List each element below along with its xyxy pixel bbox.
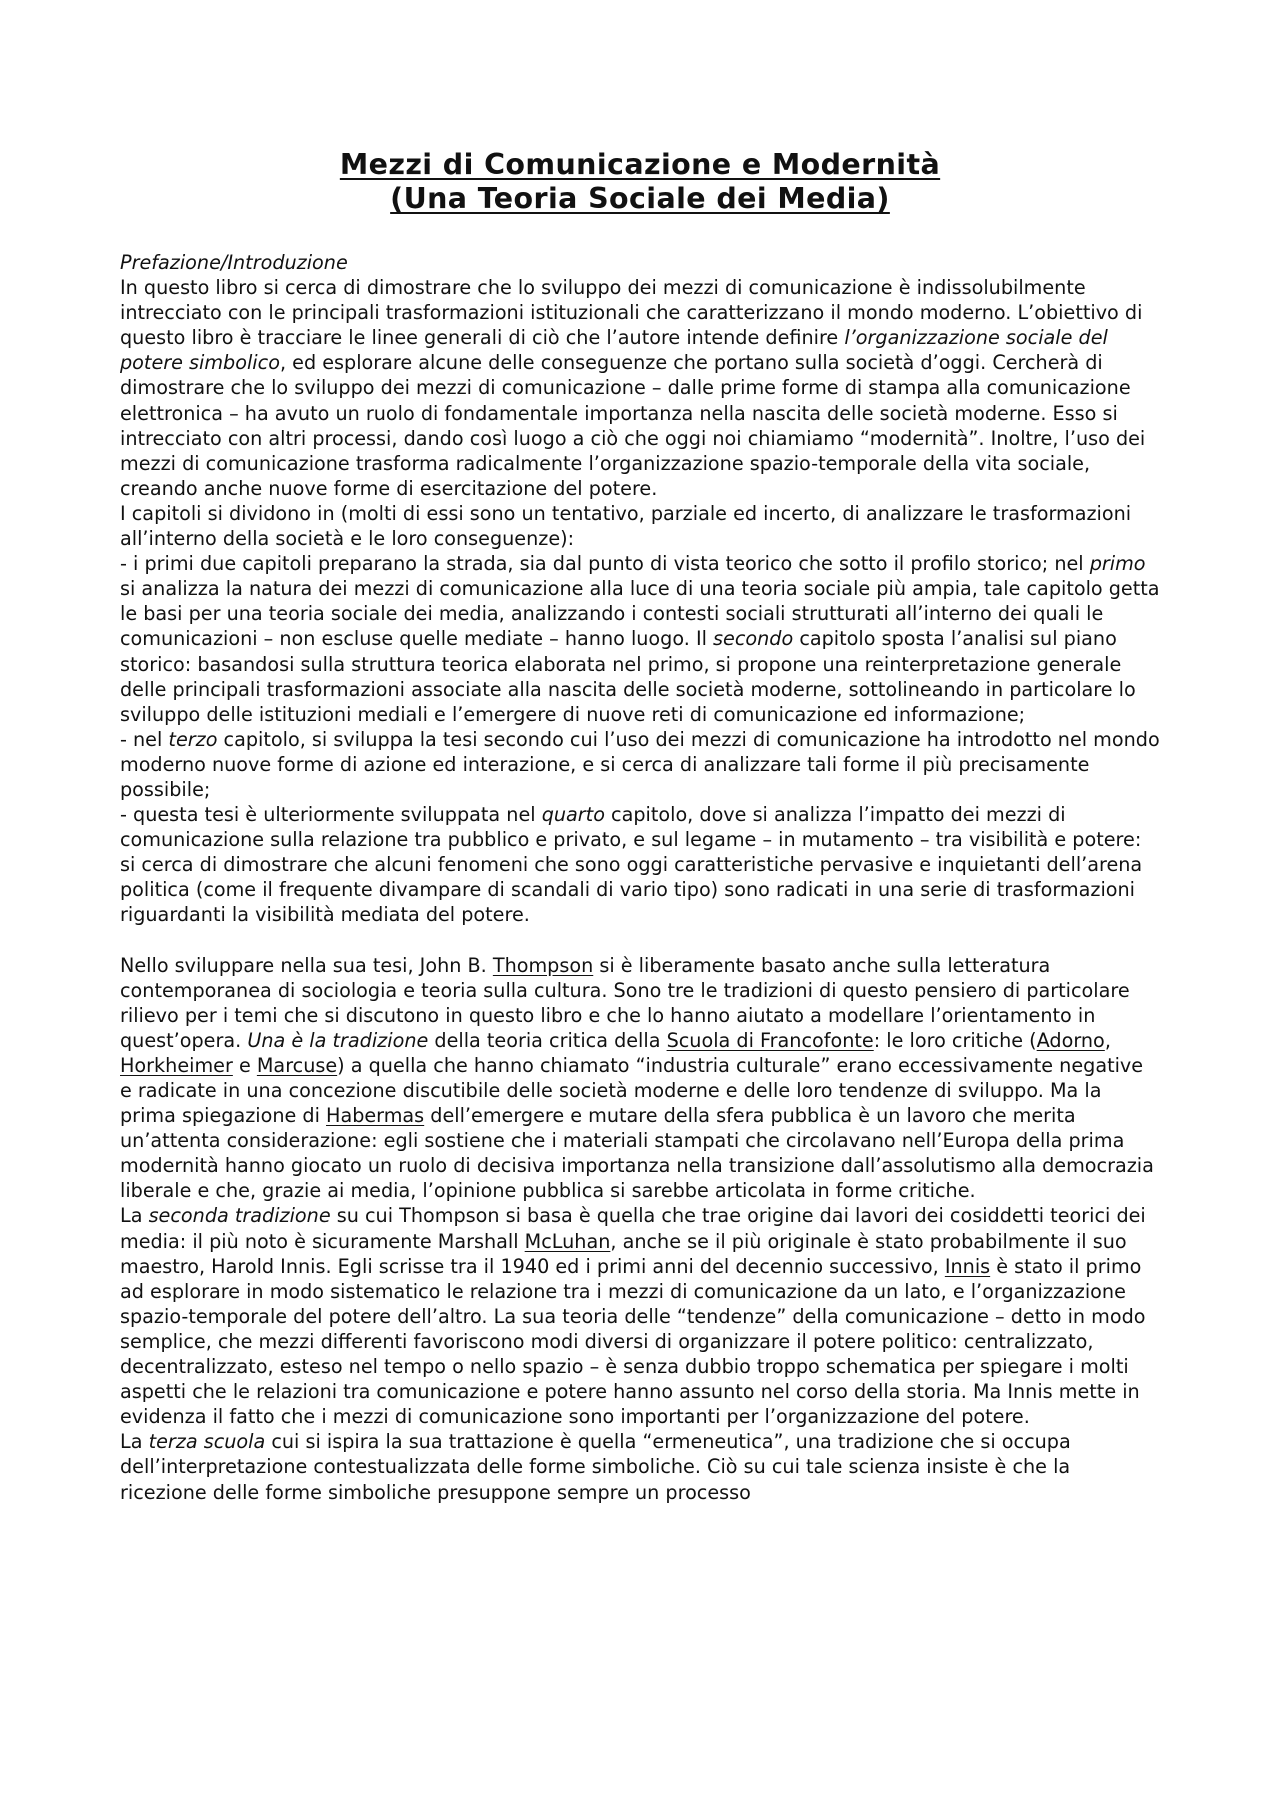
- link-adorno[interactable]: Adorno: [1036, 1028, 1105, 1052]
- link-horkheimer[interactable]: Horkheimer: [120, 1053, 233, 1077]
- section-heading: Prefazione/Introduzione: [120, 251, 348, 274]
- link-thompson[interactable]: Thompson: [492, 953, 594, 977]
- document-body: [120, 250, 1160, 1505]
- document-subtitle: (Una Teoria Sociale dei Media): [390, 182, 890, 215]
- chapter-item-4: - questa tesi è ulteriormente sviluppata nel quarto capitolo, dove si analizza l’impatto dei mezzi di comunicazione sulla relazione tra pubblico e privato, e sul legame – in mutamento – tra visibilità e potere: si cerca di dimostrare che alcuni fenomeni che sono oggi caratteristiche pervasive e inquietanti dell’arena politica (come il frequente divampare di scandali di vario tipo) sono radicati in una serie di trasformazioni riguardanti la visibilità mediata del potere.: [120, 803, 1143, 927]
- link-habermas[interactable]: Habermas: [326, 1104, 425, 1128]
- paragraph-gap: [120, 928, 1160, 953]
- tradition-paragraph-2: La seconda tradizione su cui Thompson si basa è quella che trae origine dai lavori dei cosiddetti teorici dei media: il più noto è sicuramente Marshall McLuhan, anche se il più originale è stato probabilmente il suo maestro, Harold Innis. Egli scrisse tra il 1940 ed i primi anni del decennio successivo, Innis è stato il primo ad esplorare in modo sistematico le relazione tra i mezzi di comunicazione da un lato, e l’organizzazione spazio-temporale del potere dell’altro. La sua teoria delle “tendenze” della comunicazione – detto in modo semplice, che mezzi differenti favoriscono modi diversi di organizzare il potere politico: centralizzato, decentralizzato, esteso nel tempo o nello spazio – è senza dubbio troppo schematica per spiegare i molti aspetti che le relazioni tra comunicazione e potere hanno assunto nel corso della storia. Ma Innis mette in evidenza il fatto che i mezzi di comunicazione sono importanti per l’organizzazione del potere.: [120, 1204, 1146, 1429]
- link-marcuse[interactable]: Marcuse: [256, 1053, 338, 1077]
- title-block: [120, 148, 1160, 216]
- chapters-intro: I capitoli si dividono in (molti di essi sono un tentativo, parziale ed incerto, di analizzare le trasformazioni all’interno della società e le loro conseguenze):: [120, 501, 1132, 551]
- tradition-paragraph-3: La terza scuola cui si ispira la sua trattazione è quella “ermeneutica”, una tradizione che si occupa dell’interpretazione contestualizzata delle forme simboliche. Ciò su cui tale scienza insiste è che la ricezione delle forme simboliche presuppone sempre un processo: [120, 1430, 1071, 1504]
- chapter-item-1-2: - i primi due capitoli preparano la strada, sia dal punto di vista teorico che sotto il profilo storico; nel primo si analizza la natura dei mezzi di comunicazione alla luce di una teoria sociale più ampia, tale capitolo getta le basi per una teoria sociale dei media, analizzando i contesti sociali strutturati all’interno dei quali le comunicazioni – non escluse quelle mediate – hanno luogo. Il secondo capitolo sposta l’analisi sul piano storico: basandosi sulla struttura teorica elaborata nel primo, si propone una reinterpretazione generale delle principali trasformazioni associate alla nascita delle società moderne, sottolineando in particolare lo sviluppo delle istituzioni mediali e l’emergere di nuove reti di comunicazione ed informazione;: [120, 552, 1160, 726]
- intro-paragraph: In questo libro si cerca di dimostrare che lo sviluppo dei mezzi di comunicazione è indissolubilmente intrecciato con le principali trasformazioni istituzionali che caratterizzano il mondo moderno. L’obiettivo di questo libro è tracciare le linee generali di ciò che l’autore intende definire l’organizzazione sociale del potere simbolico, ed esplorare alcune delle conseguenze che portano sulla società d’oggi. Cercherà di dimostrare che lo sviluppo dei mezzi di comunicazione – dalle prime forme di stampa alla comunicazione elettronica – ha avuto un ruolo di fondamentale importanza nella nascita delle società moderne. Esso si intrecciato con altri processi, dando così luogo a ciò che oggi noi chiamiamo “modernità”. Inoltre, l’uso dei mezzi di comunicazione trasforma radicalmente l’organizzazione spazio-temporale della vita sociale, creando anche nuove forme di esercitazione del potere.: [120, 276, 1146, 500]
- document-title: Mezzi di Comunicazione e Modernità: [339, 148, 941, 181]
- chapter-item-3: - nel terzo capitolo, si sviluppa la tesi secondo cui l’uso dei mezzi di comunicazione ha introdotto nel mondo moderno nuove forme di azione ed interazione, e si cerca di analizzare tali forme il più precisamente possibile;: [120, 727, 1160, 801]
- link-innis[interactable]: Innis: [944, 1254, 991, 1278]
- tradition-paragraph-1: Nello sviluppare nella sua tesi, John B. Thompson si è liberamente basato anche sulla letteratura contemporanea di sociologia e teoria sulla cultura. Sono tre le tradizioni di questo pensiero di particolare rilievo per i temi che si discutono in questo libro e che lo hanno aiutato a modellare l’orientamento in quest’opera. Una è la tradizione della teoria critica della Scuola di Francofonte: le loro critiche (Adorno, Horkheimer e Marcuse) a quella che hanno chiamato “industria culturale” erano eccessivamente negative e radicate in una concezione discutibile delle società moderne e delle loro tendenze di sviluppo. Ma la prima spiegazione di Habermas dell’emergere e mutare della sfera pubblica è un lavoro che merita un’attenta considerazione: egli sostiene che i materiali stampati che circolavano nell’Europa della prima modernità hanno giocato un ruolo di decisiva importanza nella transizione dall’assolutismo alla democrazia liberale e che, grazie ai media, l’opinione pubblica si sarebbe articolata in forme critiche.: [120, 953, 1154, 1203]
- link-mcluhan[interactable]: McLuhan: [524, 1229, 611, 1253]
- link-scuola-di-francofonte[interactable]: Scuola di Francofonte: [666, 1028, 874, 1052]
